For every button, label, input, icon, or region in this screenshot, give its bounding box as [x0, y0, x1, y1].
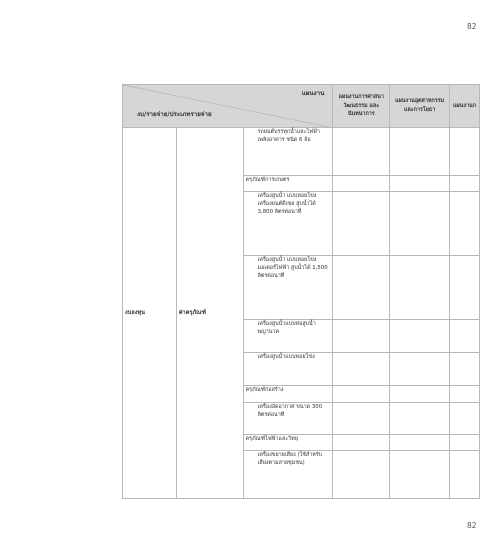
page-number-top: 82 [467, 22, 477, 31]
budget-table [122, 84, 480, 499]
table-row [123, 128, 480, 176]
equipment-item: เครื่องสูบน้ำแบบท่อสูบน้ำพญานาค [243, 320, 333, 353]
equipment-item: เครื่องสูบน้ำ แบบหอยโข่ง มอเตอร์ไฟฟ้า สูบน้ำได้ 1,500 ลิตรต่อนาที [243, 256, 333, 320]
category-header-label: งบ/รายจ่าย/ประเภทรายจ่าย [137, 110, 212, 118]
budget-category-investment: งบลงทุน [123, 128, 177, 499]
header-diagonal-cell [123, 85, 333, 128]
equipment-group-electrical-radio: ครุภัณฑ์ไฟฟ้าและวิทยุ [243, 435, 333, 451]
column-header-truncated: แผนงานก [450, 85, 480, 128]
expense-type-equipment: ค่าครุภัณฑ์ [176, 128, 243, 499]
equipment-item: เครื่องขยายเสียง (ใช้สำหรับเสียงตามสายชุมชน) [243, 451, 333, 499]
equipment-item: เครื่องสูบน้ำ แบบหอยโข่ง เครื่องยนต์ดีเซล สูบน้ำได้ 3,800 ลิตรต่อนาที [243, 192, 333, 256]
page-number-bottom: 82 [467, 521, 477, 530]
equipment-group-construction: ครุภัณฑ์ก่อสร้าง [243, 386, 333, 403]
equipment-group-agriculture: ครุภัณฑ์การเกษตร [243, 176, 333, 192]
column-header-industry-public-works: แผนงานอุตสาหกรรมและการโยธา [390, 85, 450, 128]
column-header-religion-culture: แผนงานการศาสนาวัฒนธรรม และนันทนาการ [333, 85, 390, 128]
equipment-item: รถยนต์บรรทุกน้ำและไฟฟ้าเพลิงอาคาร ชนิด 6 ล้อ [243, 128, 333, 176]
equipment-item: เครื่องสูบน้ำแบบหอยโข่ง [243, 353, 333, 386]
table-header-row [123, 85, 480, 128]
equipment-item: เครื่องอัดอากาศ ขนาด 300 ลิตรต่อนาที [243, 403, 333, 435]
plan-header-label: แผนงาน [301, 90, 325, 97]
